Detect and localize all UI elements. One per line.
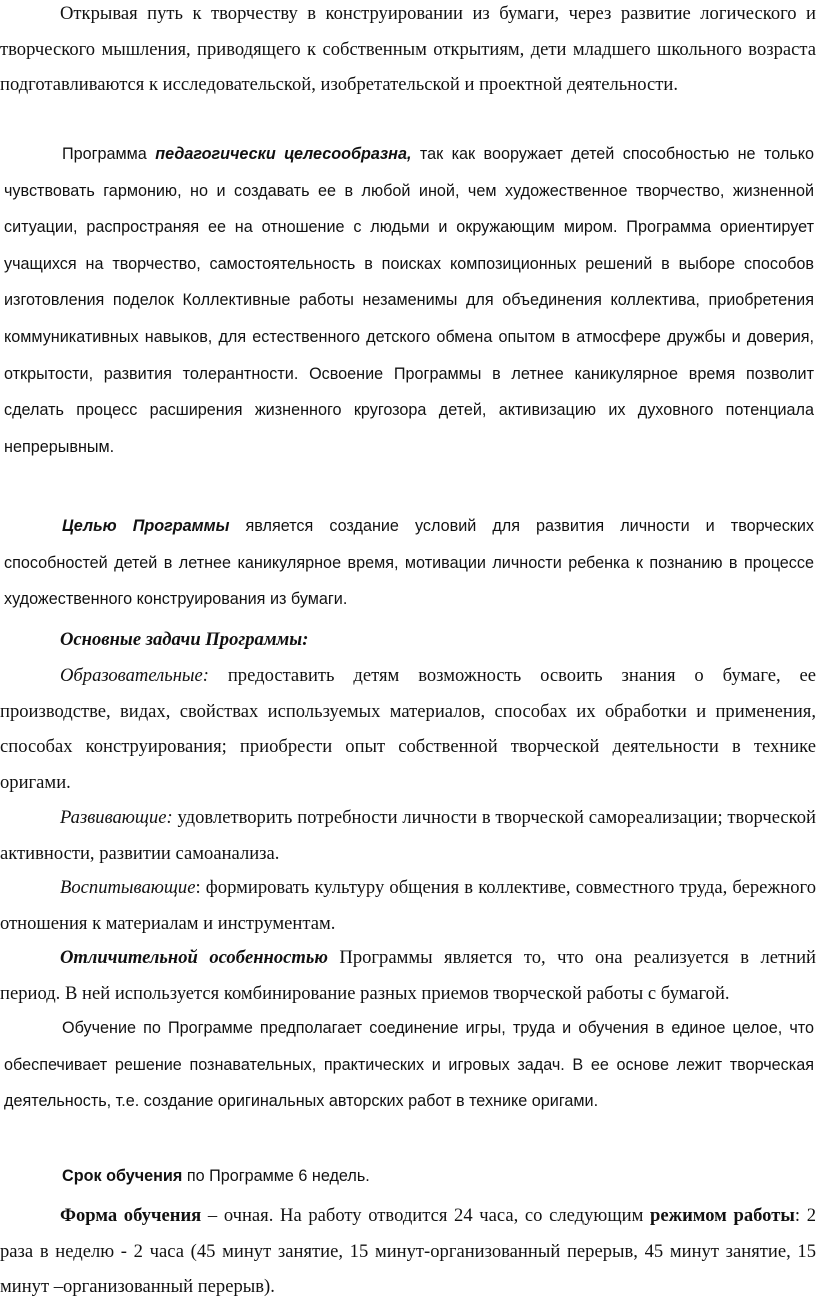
goal-text: является создание условий для развития личности и творческих способностей детей в летнее каникулярное время, мотивации личности ребенка к познанию в процессе художественного конструирования из бумаги.: [4, 517, 815, 609]
pedagogical-lead: Программа: [62, 145, 156, 163]
paragraph-distinctive-feature: [0, 940, 816, 1011]
work-mode-label: режимом работы: [650, 1205, 795, 1226]
duration-text: по Программе 6 недель.: [182, 1167, 370, 1185]
paragraph-developmental-tasks: [0, 800, 816, 871]
paragraph-tasks-heading: [0, 622, 816, 658]
learning-approach-text: Обучение по Программе предполагает соединение игры, труда и обучения в единое целое, что обеспечивает решение познавательных, практических и игровых задач. В ее основе лежит творческая деятельность, т.е. создание оригинальных авторских работ в технике оригами.: [4, 1019, 814, 1111]
paragraph-pedagogical-value: [4, 136, 814, 465]
educational-text: предоставить детям возможность освоить знания о бумаге, ее производстве, видах, свойствах используемых материалов, способах их обработки и применения, способах конструирования; приобрести опыт собственной творческой деятельности в технике оригами.: [0, 665, 816, 793]
pedagogical-emphasis: педагогически целесообразна,: [155, 145, 412, 163]
paragraph-educational-tasks: [0, 658, 816, 800]
study-form-text: – очная. На работу отводится 24 часа, со следующим: [201, 1205, 651, 1226]
paragraph-duration: [4, 1158, 814, 1195]
study-form-label: Форма обучения: [60, 1205, 202, 1226]
paragraph-intro: [0, 0, 816, 103]
pedagogical-text: так как вооружает детей способностью не только чувствовать гармонию, но и создавать ее в любой иной, чем художественное творчество, жизненной ситуации, распространяя ее на отношение с людьми и окружающим миром. Программа ориентирует учащихся на творчество, самостоятельность в поисках композиционных решений в выборе способов изготовления поделок Коллективные работы незаменимы для объединения коллектива, приобретения коммуникативных навыков, для естественного детского обмена опытом в атмосфере дружбы и доверия, открытости, развития толерантности. Освоение Программы в летнее каникулярное время позволит сделать процесс расширения жизненного кругозора детей, активизацию их духовного потенциала непрерывным.: [4, 145, 814, 456]
goal-emphasis: Целью Программы: [62, 517, 230, 535]
upbringing-label: Воспитывающие: [60, 877, 196, 898]
distinctive-emphasis: Отличительной особенностью: [60, 947, 328, 968]
intro-text: Открывая путь к творчеству в конструировании из бумаги, через развитие логического и творческого мышления, приводящего к собственным открытиям, дети младшего школьного возраста подготавливаются к исследовательской, изобретательской и проектной деятельности.: [0, 3, 816, 95]
upbringing-text: : формировать культуру общения в коллективе, совместного труда, бережного отношения к материалам и инструментам.: [0, 877, 816, 934]
paragraph-upbringing-tasks: [0, 870, 816, 941]
educational-label: Образовательные:: [60, 665, 209, 686]
work-mode-text: : 2 раза в неделю - 2 часа (45 минут занятие, 15 минут-организованный перерыв, 45 минут занятие, 15 минут –организованный перерыв).: [0, 1205, 816, 1297]
tasks-heading: Основные задачи Программы:: [60, 629, 309, 650]
developmental-text: удовлетворить потребности личности в творческой самореализации; творческой активности, развитии самоанализа.: [0, 807, 816, 864]
paragraph-program-goal: [4, 508, 814, 618]
distinctive-text: Программы является то, что она реализуется в летний период. В ней используется комбинирование разных приемов творческой работы с бумагой.: [0, 947, 816, 1004]
paragraph-study-form: [0, 1198, 816, 1305]
developmental-label: Развивающие:: [60, 807, 173, 828]
paragraph-learning-approach: [4, 1010, 814, 1120]
duration-label: Срок обучения: [62, 1167, 183, 1185]
